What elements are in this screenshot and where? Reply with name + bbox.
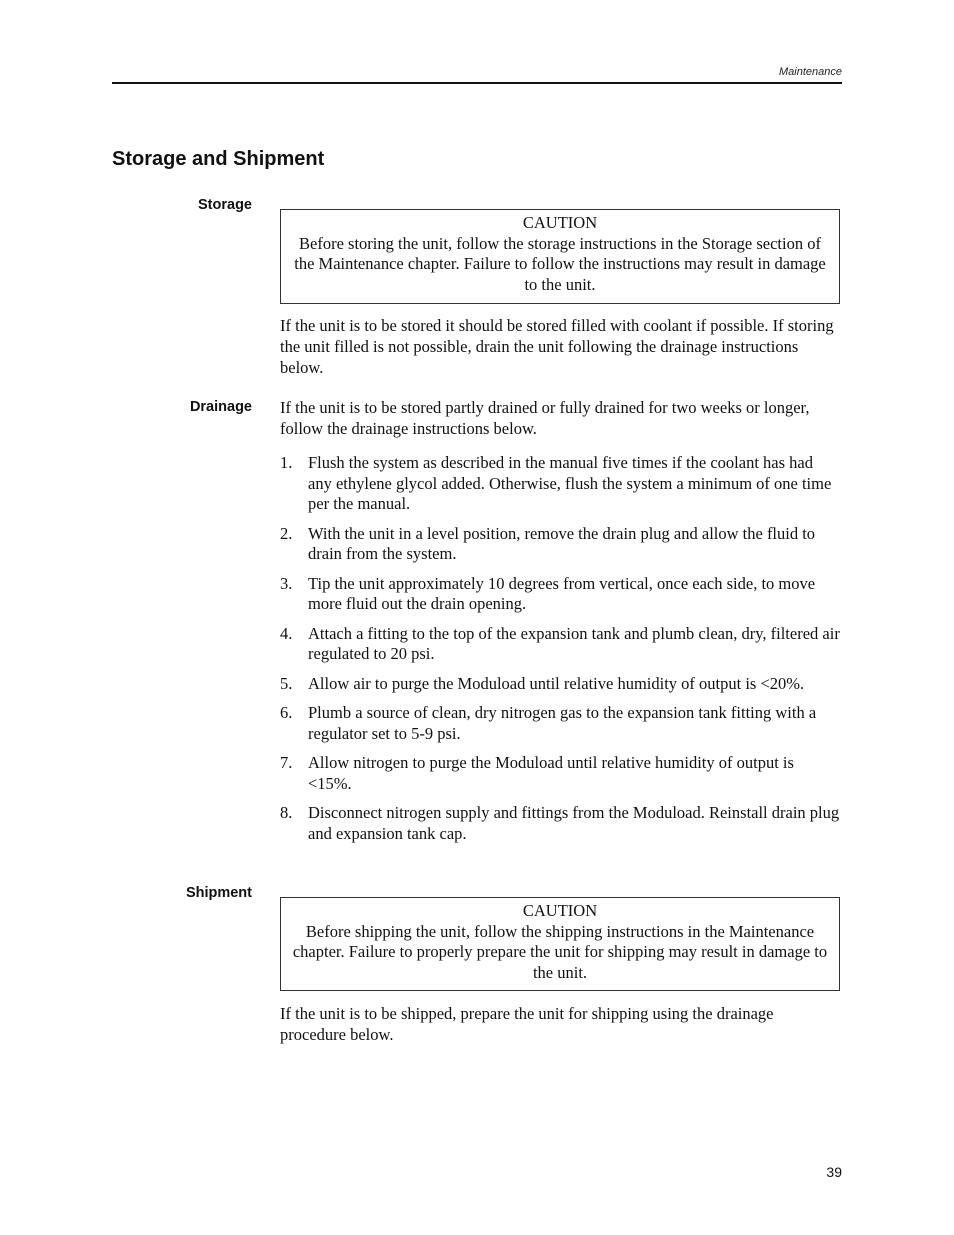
step-number: 4.	[280, 623, 293, 643]
shipment-caution-title: CAUTION	[522, 901, 598, 920]
drainage-intro: If the unit is to be stored partly drained or fully drained for two weeks or longer, follow the drainage instructions below.	[280, 398, 810, 438]
storage-caution-box	[280, 209, 840, 304]
storage-paragraph: If the unit is to be stored it should be stored filled with coolant if possible. If storing the unit filled is not possible, drain the unit following the drainage instructions below.	[280, 316, 834, 377]
drainage-step	[280, 624, 840, 665]
step-number: 6.	[280, 703, 293, 722]
step-number: 8.	[280, 803, 293, 822]
step-number: 7.	[280, 753, 293, 772]
step-text: Flush the system as described in the manual five times if the coolant has had any ethylene glycol added. Otherwise, flush the system a minimum of one time per the manual.	[308, 453, 832, 513]
drainage-step	[280, 524, 840, 565]
storage-caution-text: Before storing the unit, follow the storage instructions in the Storage section of the Maintenance chapter. Failure to follow the instructions may result in damage to the unit.	[294, 233, 826, 294]
step-number: 5.	[280, 673, 293, 693]
drainage-step	[280, 453, 840, 515]
step-text: Disconnect nitrogen supply and fittings from the Moduload. Reinstall drain plug and expansion tank cap.	[308, 803, 840, 843]
storage-caution-title: CAUTION	[522, 213, 598, 232]
step-text: Plumb a source of clean, dry nitrogen gas to the expansion tank fitting with a regulator set to 5-9 psi.	[308, 703, 817, 743]
step-number: 2.	[280, 523, 293, 543]
step-number: 1.	[280, 453, 293, 472]
header-rule	[112, 82, 842, 84]
shipment-caution-box	[280, 897, 840, 991]
running-head: Maintenance	[779, 66, 842, 78]
shipment-paragraph: If the unit is to be shipped, prepare the unit for shipping using the drainage procedure below.	[280, 1004, 774, 1044]
drainage-step	[280, 753, 840, 794]
drainage-step	[280, 703, 840, 744]
storage-label: Storage	[198, 197, 252, 213]
step-text: Tip the unit approximately 10 degrees from vertical, once each side, to move more fluid out the drain opening.	[308, 573, 816, 613]
drainage-step	[280, 574, 840, 615]
drainage-step	[280, 803, 840, 844]
shipment-label: Shipment	[185, 885, 252, 901]
step-number: 3.	[280, 573, 293, 593]
step-text: Allow nitrogen to purge the Moduload until relative humidity of output is <15%.	[308, 753, 794, 793]
shipment-caution-text: Before shipping the unit, follow the shipping instructions in the Maintenance chapter. Failure to properly prepare the unit for shipping may result in damage to the unit.	[292, 921, 828, 982]
drainage-steps-list	[280, 453, 840, 853]
drainage-step	[280, 674, 840, 695]
section-title: Storage and Shipment	[112, 148, 325, 170]
step-text: With the unit in a level position, remove the drain plug and allow the fluid to drain from the system.	[308, 523, 816, 563]
step-text: Attach a fitting to the top of the expansion tank and plumb clean, dry, filtered air regulated to 20 psi.	[308, 623, 840, 663]
step-text: Allow air to purge the Moduload until relative humidity of output is <20%.	[308, 673, 805, 693]
page-number: 39	[826, 1164, 842, 1180]
drainage-label: Drainage	[189, 399, 252, 415]
